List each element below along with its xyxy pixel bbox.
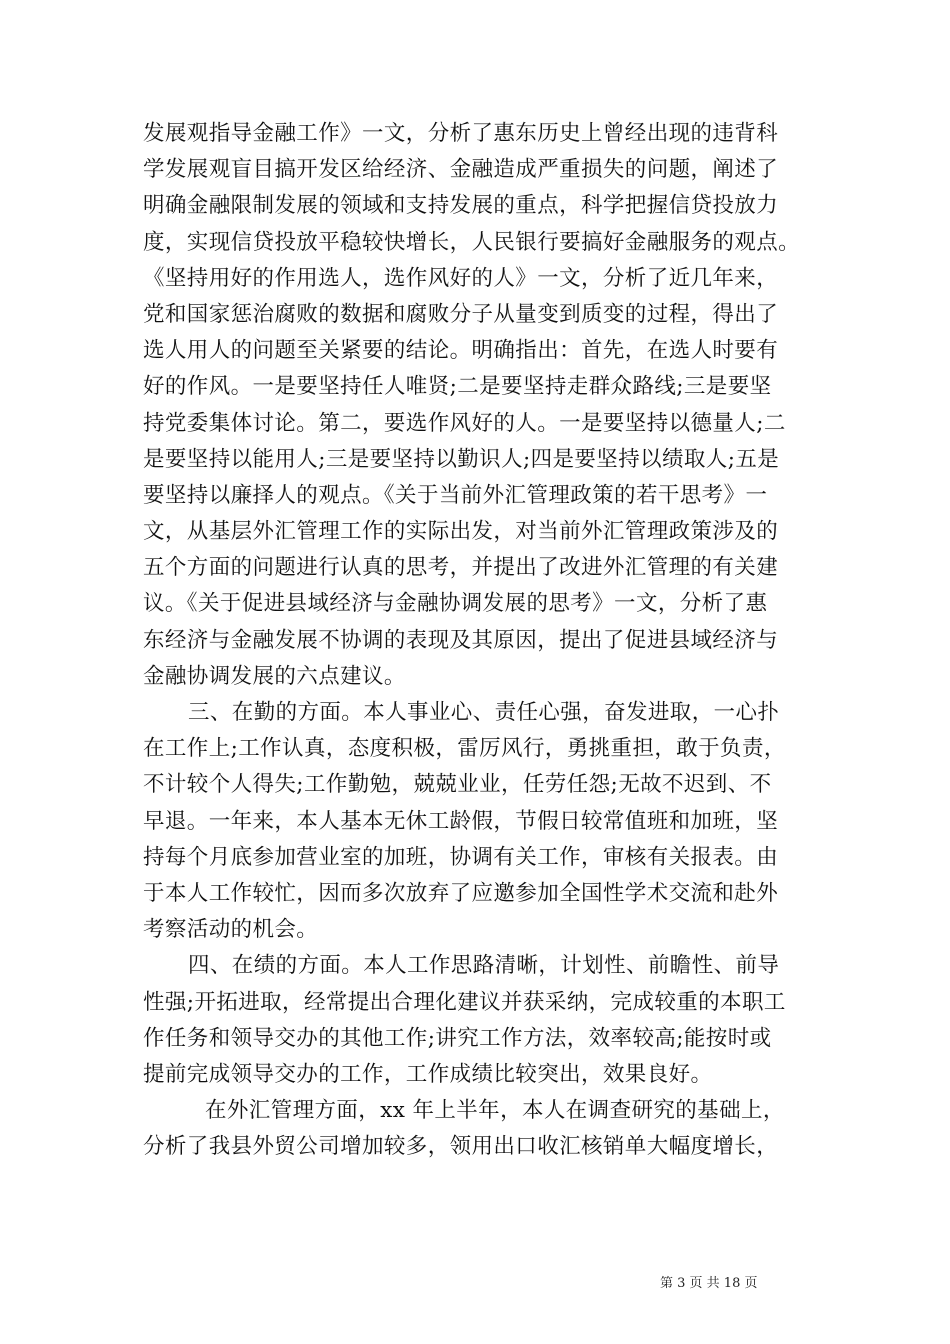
text-line: 早退。一年来，本人基本无休工龄假，节假日较常值班和加班，坚 [143,808,779,834]
document-body [143,116,815,1165]
text-line: 议。《关于促进县域经济与金融协调发展的思考》一文，分析了惠 [143,591,768,617]
text-line: 《坚持用好的作用选人，选作风好的人》一文，分析了近几年来， [143,265,779,291]
text-line: 明确金融限制发展的领域和支持发展的重点，科学把握信贷投放力 [143,193,779,219]
text-line: 东经济与金融发展不协调的表现及其原因，提出了促进县域经济与 [143,627,779,653]
text-line: 是要坚持以能用人;三是要坚持以勤识人;四是要坚持以绩取人;五是 [143,446,780,472]
text-line: 党和国家惩治腐败的数据和腐败分子从量变到质变的过程，得出了 [143,301,779,327]
text-line: 选人用人的问题至关紧要的结论。明确指出：首先，在选人时要有 [143,338,779,364]
page-number: 第 3 页 共 18 页 [660,1276,758,1291]
text-line: 学发展观盲目搞开发区给经济、金融造成严重损失的问题，阐述了 [143,157,779,183]
text-line: 度，实现信贷投放平稳较快增长，人民银行要搞好金融服务的观点。 [143,229,801,255]
text-line: 好的作风。一是要坚持任人唯贤;二是要坚持走群众路线;三是要坚 [143,374,772,400]
text-line: 持每个月底参加营业室的加班，协调有关工作，审核有关报表。由 [143,844,779,870]
text-line: 要坚持以廉择人的观点。《关于当前外汇管理政策的若干思考》一 [143,482,768,508]
text-line: 于本人工作较忙，因而多次放弃了应邀参加全国性学术交流和赴外 [143,880,779,906]
paragraph-start-line: 四、在绩的方面。本人工作思路清晰，计划性、前瞻性、前导 [188,953,780,979]
text-line: 五个方面的问题进行认真的思考，并提出了改进外汇管理的有关建 [143,555,779,581]
paragraph-start-line: 在外汇管理方面，xx 年上半年，本人在调查研究的基础上， [205,1098,785,1124]
paragraph-start-line: 三、在勤的方面。本人事业心、责任心强，奋发进取，一心扑 [188,700,780,725]
text-line: 不计较个人得失;工作勤勉，兢兢业业，任劳任怨;无故不迟到、不 [143,772,772,798]
text-line: 文，从基层外汇管理工作的实际出发，对当前外汇管理政策涉及的 [143,519,779,545]
text-line: 金融协调发展的六点建议。 [143,663,406,689]
text-line: 性强;开拓进取，经常提出合理化建议并获采纳，完成较重的本职工 [143,989,786,1015]
text-line: 考察活动的机会。 [143,917,319,943]
text-line: 作任务和领导交办的其他工作;讲究工作方法，效率较高;能按时或 [143,1025,772,1051]
text-line: 分析了我县外贸公司增加较多，领用出口收汇核销单大幅度增长， [143,1134,779,1160]
text-line: 发展观指导金融工作》一文，分析了惠东历史上曾经出现的违背科 [143,121,779,146]
text-line: 持党委集体讨论。第二，要选作风好的人。一是要坚持以德量人;二 [143,410,786,436]
text-line: 提前完成领导交办的工作，工作成绩比较突出，效果良好。 [143,1061,713,1087]
text-line: 在工作上;工作认真，态度积极，雷厉风行，勇挑重担，敢于负责， [143,736,786,762]
